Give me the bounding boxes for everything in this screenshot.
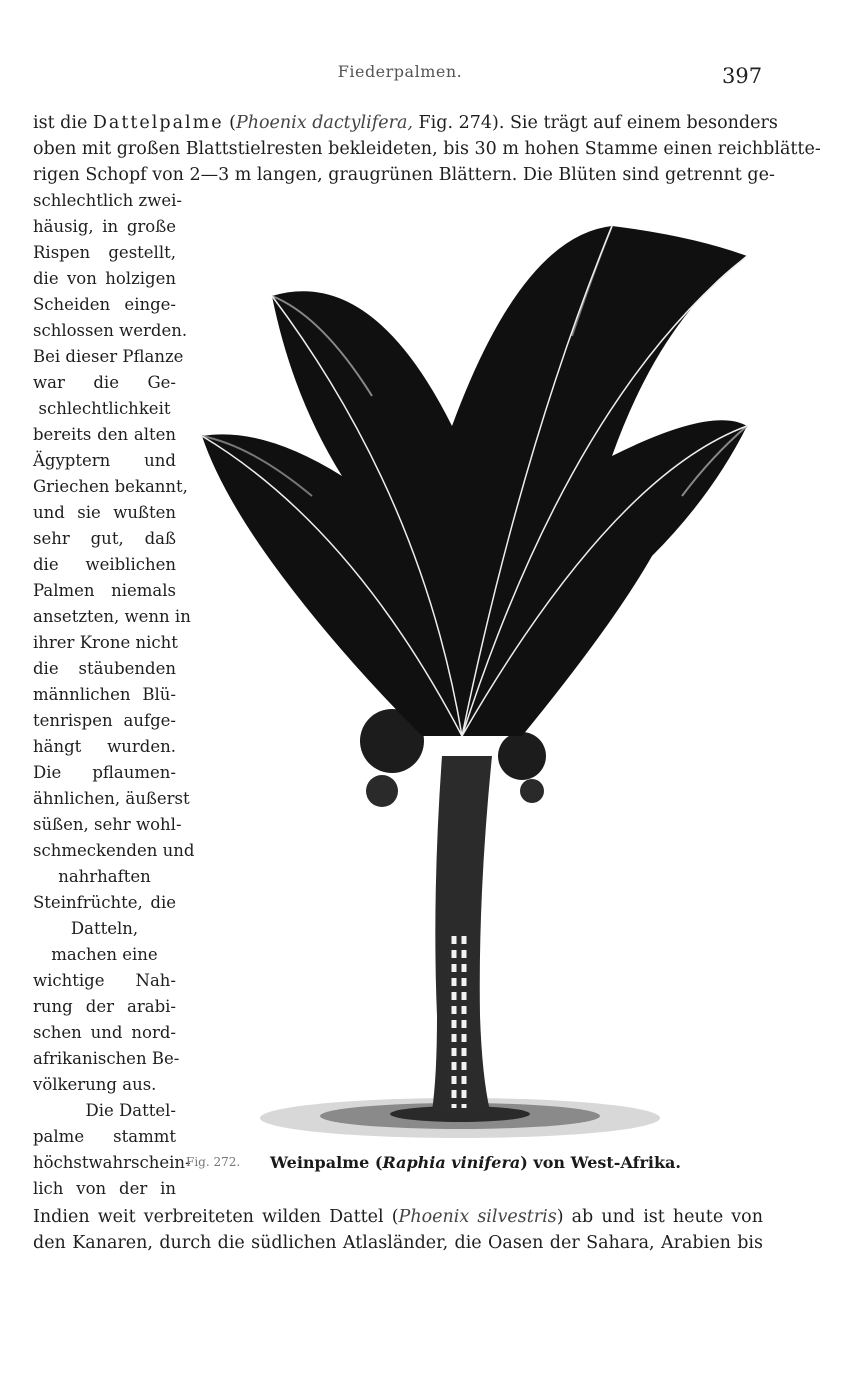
column-line: die von holzigen	[33, 269, 176, 288]
text-line: den Kanaren, durch die südlichen Atlasländer, die Oasen der Sahara, Arabien bis	[33, 1233, 763, 1253]
text-line: Indien weit verbreiteten wilden Dattel (Phoenix silvestris) ab und ist heute von	[33, 1207, 763, 1227]
text-line: rigen Schopf von 2—3 m langen, graugrünen Blättern. Die Blüten sind getrennt ge-	[33, 165, 775, 185]
text-line: ist die Dattelpalme (Phoenix dactylifera, Fig. 274). Sie trägt auf einem besonders	[33, 113, 778, 133]
column-line: Palmen niemals	[33, 581, 176, 600]
figure-number: Fig. 272.	[186, 1155, 241, 1169]
column-line: Scheiden einge-	[33, 295, 176, 314]
column-line: tenrispen aufge-	[33, 711, 176, 730]
column-line: schlossen werden.	[33, 321, 188, 340]
column-line: völkerung aus.	[33, 1075, 157, 1094]
column-line: afrikanischen Be-	[33, 1049, 180, 1068]
column-line: Die pflaumen-	[33, 763, 176, 782]
column-line: wichtige Nah-	[33, 971, 176, 990]
column-line: Steinfrüchte, die	[33, 893, 176, 912]
column-line: palme stammt	[33, 1127, 176, 1146]
column-line: schlechtlichkeit	[38, 399, 171, 418]
column-line: und sie wußten	[33, 503, 176, 522]
column-line: nahrhaften	[58, 867, 151, 886]
column-line: machen eine	[51, 945, 158, 964]
column-line: sehr gut, daß	[33, 529, 176, 548]
column-line: Bei dieser Pflanze	[33, 347, 184, 366]
column-line: Datteln,	[70, 919, 139, 938]
running-head: Fiederpalmen.	[337, 62, 463, 81]
column-line: lich von der in	[33, 1179, 176, 1198]
column-line: Ägyptern und	[33, 451, 176, 470]
column-line: höchstwahrschein-	[33, 1153, 191, 1172]
column-line: hängt wurden.	[33, 737, 176, 756]
figure-caption: Weinpalme (Raphia vinifera) von West-Afrika.	[270, 1153, 681, 1172]
column-line: ihrer Krone nicht	[33, 633, 178, 652]
column-line: Rispen gestellt,	[33, 243, 176, 262]
palm-tree-icon	[192, 196, 762, 1156]
column-line: rung der arabi-	[33, 997, 176, 1016]
column-line: süßen, sehr wohl-	[33, 815, 182, 834]
column-line: Die Dattel-	[85, 1101, 176, 1120]
column-line: männlichen Blü-	[33, 685, 176, 704]
column-line: schen und nord-	[33, 1023, 176, 1042]
column-line: bereits den alten	[33, 425, 176, 444]
column-line: Griechen bekannt,	[33, 477, 188, 496]
page-number: 397	[722, 64, 763, 88]
column-line: war die Ge-	[33, 373, 176, 392]
column-line: die stäubenden	[33, 659, 176, 678]
column-line: schmeckenden und	[33, 841, 195, 860]
column-line: schlechtlich zwei-	[33, 191, 182, 210]
text-line: oben mit großen Blattstielresten bekleideten, bis 30 m hohen Stamme einen reichblätte-	[33, 139, 821, 159]
palm-tree-illustration	[192, 196, 762, 1156]
column-line: ähnlichen, äußerst	[33, 789, 190, 808]
column-line: die weiblichen	[33, 555, 176, 574]
column-line: ansetzten, wenn in	[33, 607, 191, 626]
column-line: häusig, in große	[33, 217, 176, 236]
